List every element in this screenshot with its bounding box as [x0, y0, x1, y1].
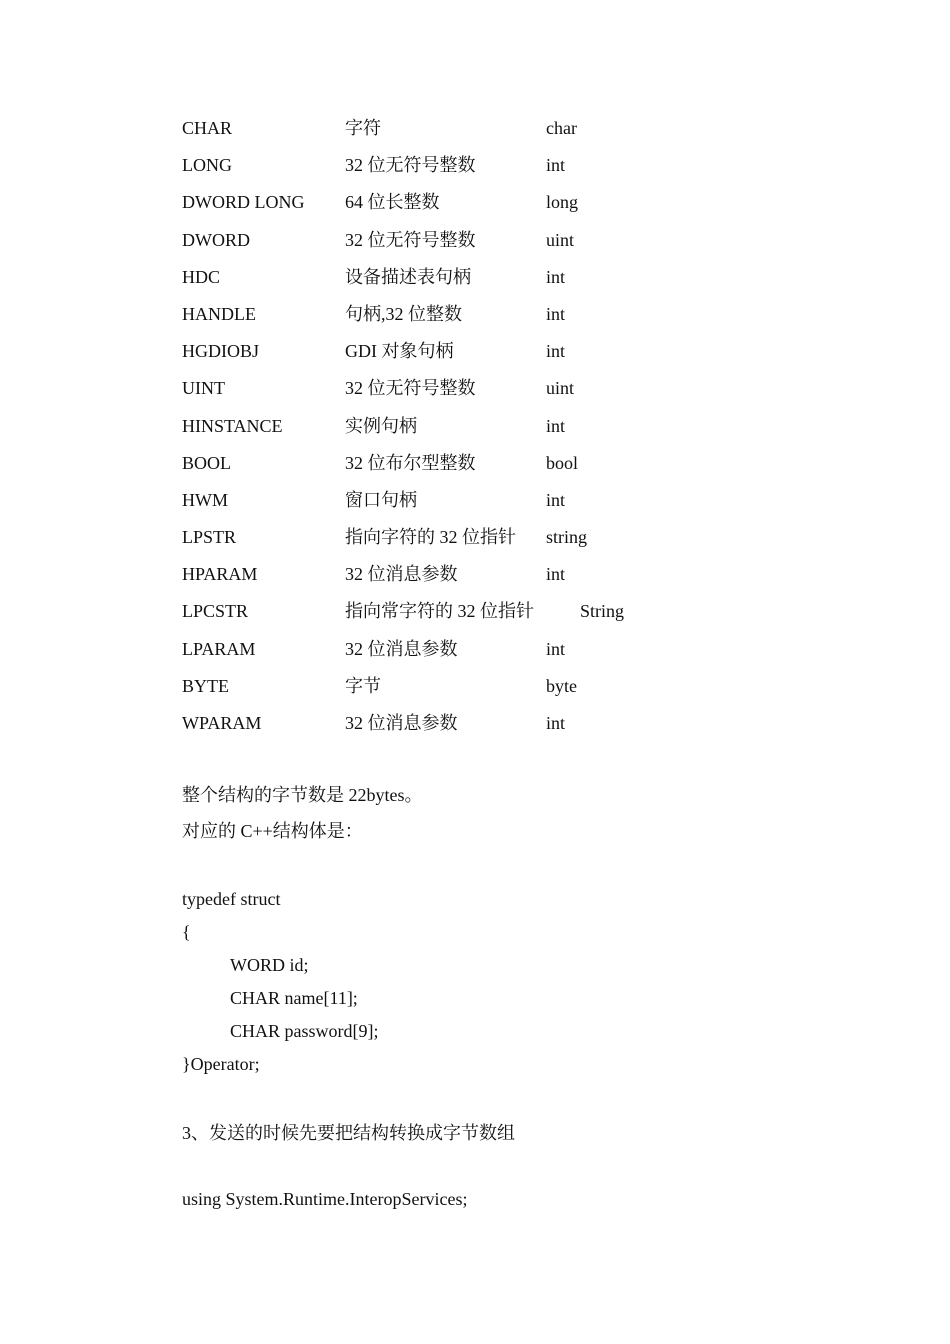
description-cell: 32 位无符号整数 [345, 229, 476, 250]
win32-type-cell: HINSTANCE [182, 415, 283, 436]
description-cell: GDI 对象句柄 [345, 341, 454, 362]
description-cell: 32 位布尔型整数 [345, 452, 476, 473]
table-row [182, 190, 742, 227]
csharp-type-cell: int [546, 155, 566, 176]
description-cell: 实例句柄 [345, 415, 417, 436]
code-line-close: }Operator; [182, 1054, 260, 1074]
csharp-type-cell: long [546, 192, 579, 213]
win32-type-cell: UINT [182, 378, 225, 399]
description-cell: 32 位消息参数 [345, 713, 458, 733]
table-row [182, 637, 742, 674]
table-row [182, 302, 742, 339]
description-cell: 32 位无符号整数 [345, 155, 476, 176]
table-row [182, 674, 742, 711]
using-statement: using System.Runtime.InteropServices; [182, 1189, 468, 1209]
struct-size-paragraph: 整个结构的字节数是 22bytes。 [182, 785, 423, 805]
description-cell: 32 位消息参数 [345, 638, 458, 659]
table-row [182, 265, 742, 302]
description-cell: 64 位长整数 [345, 192, 440, 213]
description-cell: 句柄,32 位整数 [345, 303, 462, 324]
code-line-typedef: typedef struct [182, 889, 281, 909]
win32-type-cell: DWORD LONG [182, 192, 305, 213]
win32-type-cell: HANDLE [182, 303, 256, 324]
csharp-type-cell: int [546, 564, 566, 585]
code-line-field-id: WORD id; [230, 955, 309, 975]
table-row [182, 153, 742, 190]
cpp-struct-intro: 对应的 C++结构体是： [182, 821, 363, 841]
csharp-type-cell: int [546, 303, 566, 324]
code-line-field-name: CHAR name[11]; [230, 988, 358, 1008]
csharp-type-cell: int [546, 489, 566, 510]
table-row [182, 599, 742, 636]
win32-type-cell: HWM [182, 489, 228, 510]
csharp-type-cell: int [546, 638, 566, 659]
csharp-type-cell: int [546, 341, 566, 362]
table-row [182, 451, 742, 488]
csharp-type-cell: int [546, 266, 566, 287]
description-cell: 字节 [345, 675, 381, 696]
win32-type-cell: LPARAM [182, 638, 256, 659]
code-line-open-brace: { [182, 922, 191, 942]
csharp-type-cell: String [580, 601, 625, 622]
win32-type-cell: LPCSTR [182, 601, 249, 622]
type-mapping-table [182, 116, 742, 748]
description-cell: 窗口句柄 [345, 489, 417, 510]
table-row [182, 228, 742, 265]
table-row [182, 562, 742, 599]
csharp-type-cell: uint [546, 378, 575, 399]
description-cell: 32 位消息参数 [345, 564, 458, 585]
csharp-type-cell: uint [546, 229, 575, 250]
win32-type-cell: LONG [182, 155, 232, 176]
table-row [182, 116, 742, 153]
table-row [182, 339, 742, 376]
table-row [182, 525, 742, 562]
table-row [182, 711, 742, 748]
win32-type-cell: CHAR [182, 118, 233, 138]
table-row [182, 414, 742, 451]
win32-type-cell: BYTE [182, 675, 229, 696]
csharp-type-cell: string [546, 527, 588, 548]
table-row [182, 376, 742, 413]
table-row [182, 488, 742, 525]
csharp-type-cell: char [546, 118, 577, 138]
win32-type-cell: HDC [182, 266, 221, 287]
win32-type-cell: LPSTR [182, 527, 237, 548]
csharp-type-cell: byte [546, 675, 577, 696]
win32-type-cell: BOOL [182, 452, 231, 473]
code-line-field-password: CHAR password[9]; [230, 1021, 379, 1041]
csharp-type-cell: int [546, 415, 566, 436]
description-cell: 32 位无符号整数 [345, 378, 476, 399]
csharp-type-cell: bool [546, 452, 579, 473]
step3-heading: 3、发送的时候先要把结构转换成字节数组 [182, 1123, 515, 1143]
csharp-type-cell: int [546, 713, 566, 733]
description-cell: 字符 [345, 118, 381, 138]
win32-type-cell: DWORD [182, 229, 250, 250]
win32-type-cell: HPARAM [182, 564, 258, 585]
description-cell: 指向常字符的 32 位指针 [345, 601, 534, 622]
description-cell: 指向字符的 32 位指针 [345, 527, 516, 548]
win32-type-cell: HGDIOBJ [182, 341, 260, 362]
win32-type-cell: WPARAM [182, 713, 262, 733]
description-cell: 设备描述表句柄 [345, 266, 471, 287]
